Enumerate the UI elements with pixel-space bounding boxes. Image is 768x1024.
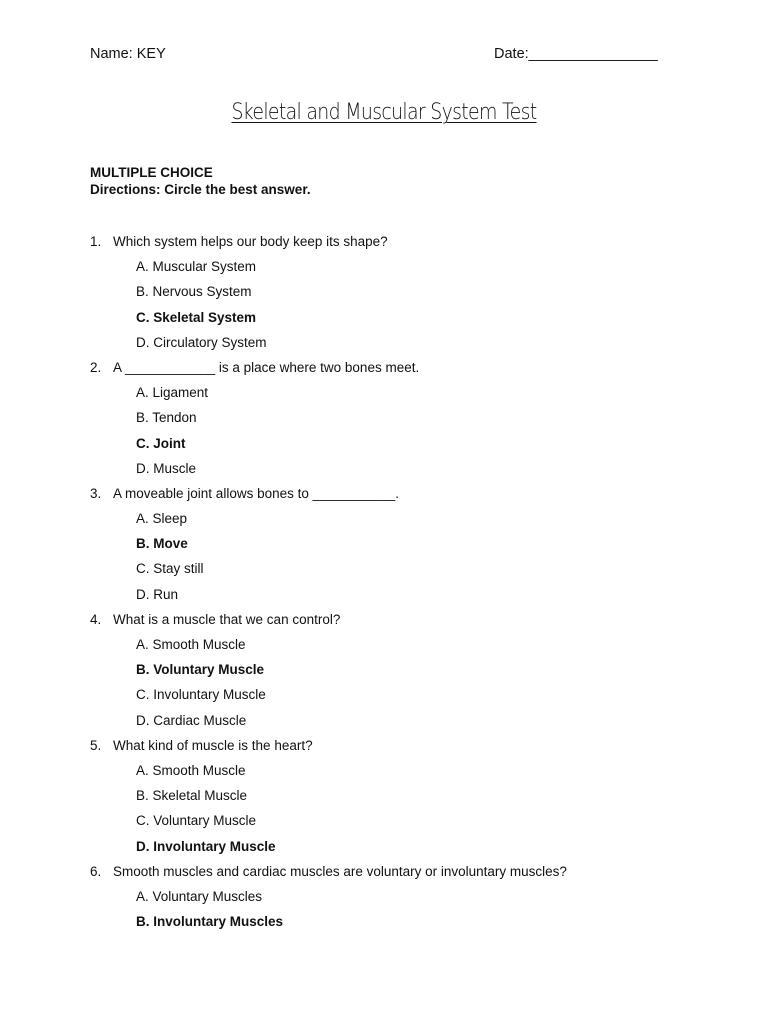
question-text: A moveable joint allows bones to ___________. — [113, 485, 399, 501]
answer-option: D. Involuntary Muscle — [136, 838, 276, 854]
answer-choice: A. Sleep — [136, 511, 188, 527]
date-field: Date:________________ — [494, 46, 658, 62]
answer-choice: B. Nervous System — [136, 284, 252, 300]
section-heading — [90, 164, 311, 198]
question-number: 5. — [90, 737, 102, 753]
name-field: Name: KEY — [90, 46, 166, 62]
answer-option: B. Move — [136, 536, 188, 552]
question-number: 1. — [90, 234, 102, 249]
answer-choice: D. Cardiac Muscle — [136, 712, 247, 728]
question-text: What is a muscle that we can control? — [113, 611, 341, 627]
answer-choice: A. Ligament — [136, 385, 209, 401]
question-text: A ____________ is a place where two bones meet. — [113, 359, 420, 375]
answer-choice: C. Stay still — [136, 561, 204, 577]
answer-option: B. Voluntary Muscle — [136, 662, 265, 678]
question-number: 4. — [90, 611, 102, 627]
question-5 — [90, 733, 710, 758]
question-number: 3. — [90, 485, 102, 501]
question-6 — [90, 859, 710, 884]
question-list — [90, 229, 710, 934]
answer-choice: B. Skeletal Muscle — [136, 788, 248, 804]
answer-choice: A. Smooth Muscle — [136, 637, 246, 652]
answer-choice: A. Voluntary Muscles — [136, 888, 263, 904]
answer-option: C. Joint — [136, 435, 186, 451]
answer-option: B. Involuntary Muscles — [136, 914, 284, 930]
answer-choice: D. Circulatory System — [136, 334, 267, 350]
question-2 — [90, 355, 710, 380]
answer-choice: A. Muscular System — [136, 259, 257, 275]
question-text: Which system helps our body keep its shape? — [113, 234, 388, 249]
answer-choice: C. Involuntary Muscle — [136, 687, 266, 703]
header-row — [90, 46, 660, 66]
answer-choice: B. Tendon — [136, 410, 197, 426]
question-1 — [90, 229, 710, 254]
answer-option: C. Skeletal System — [136, 309, 257, 325]
answer-choice: D. Run — [136, 586, 179, 602]
question-text: What kind of muscle is the heart? — [113, 737, 313, 753]
page-title: Skeletal and Muscular System Test — [231, 100, 537, 125]
question-number: 6. — [90, 863, 102, 879]
section-title: MULTIPLE CHOICE — [90, 165, 213, 180]
answer-choice: A. Smooth Muscle — [136, 762, 246, 778]
answer-choice: D. Muscle — [136, 460, 197, 476]
question-3 — [90, 481, 710, 506]
question-text: Smooth muscles and cardiac muscles are voluntary or involuntary muscles? — [113, 863, 567, 879]
question-number: 2. — [90, 359, 102, 375]
section-directions: Directions: Circle the best answer. — [90, 182, 311, 197]
question-4 — [90, 607, 710, 632]
answer-choice: C. Voluntary Muscle — [136, 813, 257, 829]
